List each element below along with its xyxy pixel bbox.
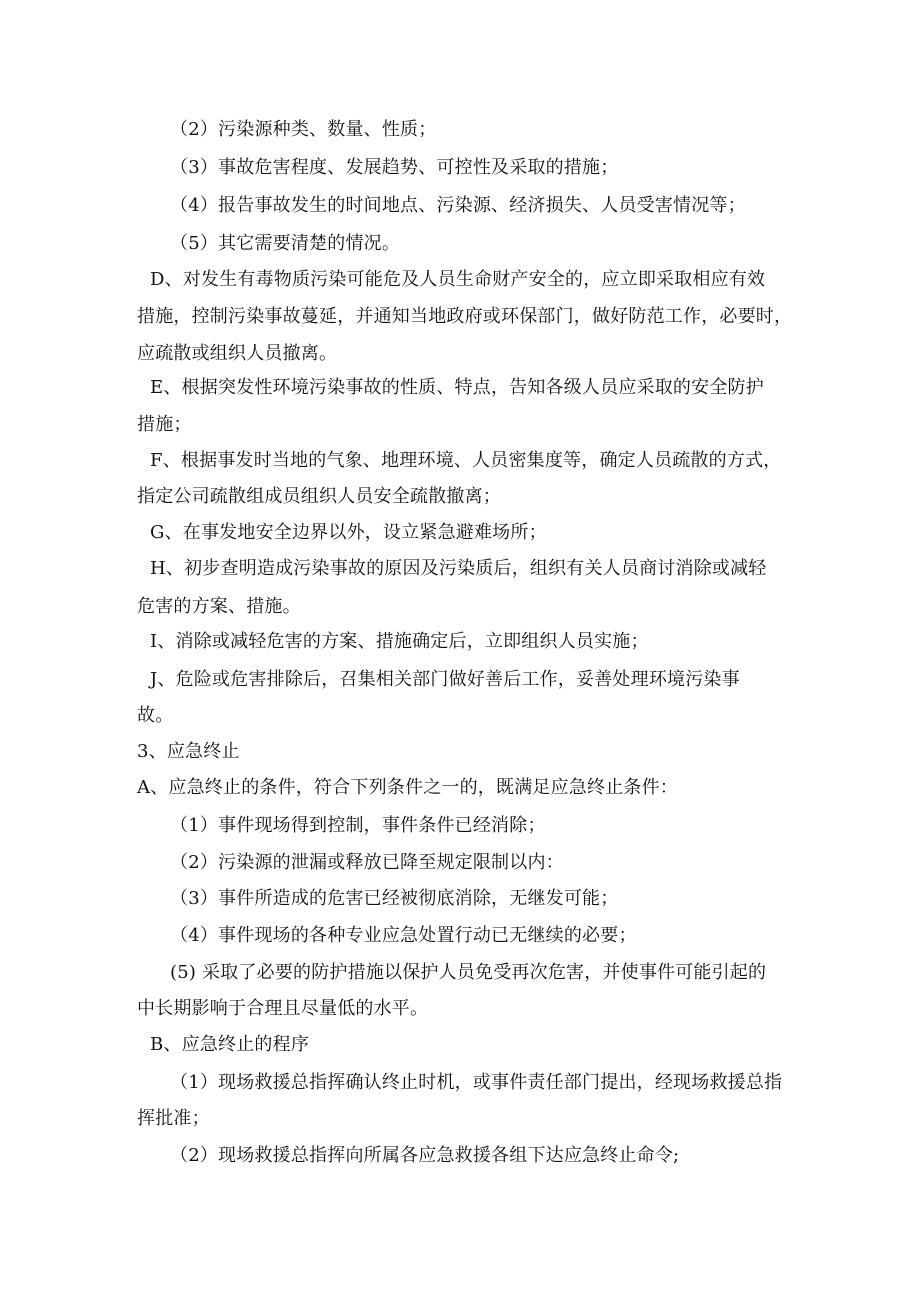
text-line: H、初步查明造成污染事故的原因及污染质后，组织有关人员商讨消除或减轻 <box>150 558 767 579</box>
text-line: A、应急终止的条件，符合下列条件之一的，既满足应急终止条件： <box>137 777 678 798</box>
text-line: 应疏散或组织人员撤离。 <box>137 343 338 364</box>
text-line: G、在事发地安全边界以外，设立紧急避难场所； <box>150 522 547 543</box>
text-line: (5) 采取了必要的防护措施以保护人员免受再次危害，并使事件可能引起的 <box>170 962 767 983</box>
text-line: （2）污染源种类、数量、性质； <box>170 119 437 140</box>
text-line: I、消除或减轻危害的方案、措施确定后，立即组织人员实施； <box>150 631 649 652</box>
text-line: E、根据突发性环境污染事故的性质、特点，告知各级人员应采取的安全防护 <box>150 377 764 398</box>
text-line: 指定公司疏散组成员组织人员安全疏散撤离； <box>137 486 501 507</box>
text-line: B、应急终止的程序 <box>150 1034 310 1055</box>
text-line: 危害的方案、措施。 <box>137 596 301 617</box>
section-heading: 3、应急终止 <box>137 741 240 762</box>
text-line: （5）其它需要清楚的情况。 <box>170 233 401 254</box>
text-line: （1）事件现场得到控制，事件条件已经消除； <box>170 815 546 836</box>
text-line: （1）现场救援总指挥确认终止时机，或事件责任部门提出，经现场救援总指 <box>170 1072 783 1093</box>
text-line: F、根据事发时当地的气象、地理环境、人员密集度等，确定人员疏散的方式， <box>150 450 782 471</box>
text-line: （3）事件所造成的危害已经被彻底消除，无继发可能； <box>170 888 619 909</box>
text-line: D、对发生有毒物质污染可能危及人员生命财产安全的，应立即采取相应有效 <box>150 269 766 290</box>
text-line: （4）事件现场的各种专业应急处置行动已无继续的必要； <box>170 925 637 946</box>
text-line: （4）报告事故发生的时间地点、污染源、经济损失、人员受害情况等； <box>170 195 746 216</box>
text-line: J、危险或危害排除后，召集相关部门做好善后工作，妥善处理环境污染事 <box>150 669 740 690</box>
text-line: 挥批准； <box>137 1108 210 1129</box>
text-line: （2）现场救援总指挥向所属各应急救援各组下达应急终止命令; <box>170 1145 680 1166</box>
text-line: 中长期影响于合理且尽量低的水平。 <box>137 998 429 1019</box>
text-line: 措施； <box>137 414 192 435</box>
text-line: （2）污染源的泄漏或释放已降至规定限制以内： <box>170 852 564 873</box>
text-line: 措施，控制污染事故蔓延，并通知当地政府或环保部门，做好防范工作，必要时， <box>137 306 793 327</box>
text-line: 故。 <box>137 705 174 726</box>
text-line: （3）事故危害程度、发展趋势、可控性及采取的措施； <box>170 157 619 178</box>
